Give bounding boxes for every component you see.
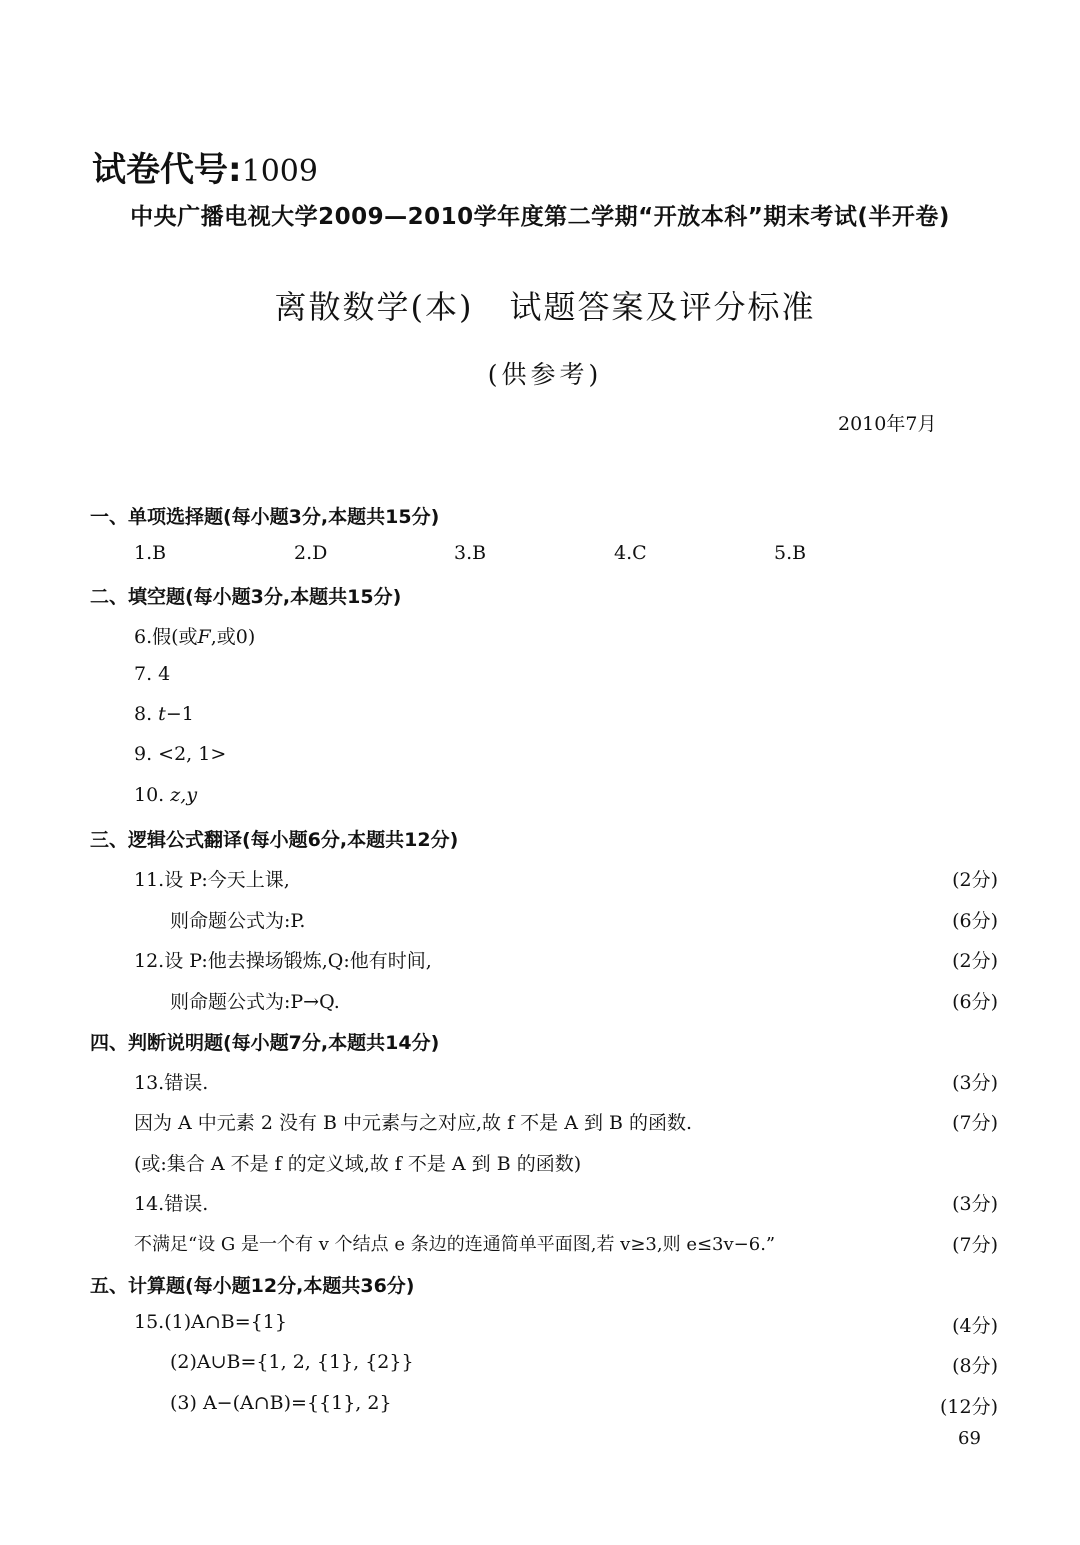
- answer-3: 3.B: [454, 542, 487, 564]
- section-2-heading: 二、填空题(每小题3分,本题共15分): [90, 586, 402, 608]
- exam-code-label: 试卷代号:: [92, 150, 242, 190]
- q15-line-2: (2)A∪B={1, 2, {1}, {2}}: [170, 1351, 414, 1373]
- q14-line-2: 不满足“设 G 是一个有 v 个结点 e 条边的连通简单平面图,若 v≥3,则 e≤3v−6.”: [134, 1234, 776, 1255]
- exam-code-number: 1009: [241, 154, 318, 189]
- section-3-heading: 三、逻辑公式翻译(每小题6分,本题共12分): [90, 829, 459, 851]
- q13-line-1: 13.错误.: [134, 1072, 209, 1094]
- q15-score-1: (4分): [952, 1315, 998, 1337]
- q11-line-1: 11.设 P:今天上课,: [134, 869, 290, 891]
- section-1-heading: 一、单项选择题(每小题3分,本题共15分): [90, 506, 440, 528]
- q11-score-2: (6分): [952, 910, 998, 932]
- q12-score-1: (2分): [952, 950, 998, 972]
- answer-8: [134, 703, 194, 725]
- q14-line-1: 14.错误.: [134, 1193, 209, 1215]
- answer-10: [134, 784, 197, 806]
- exam-date: 2010年7月: [838, 413, 937, 435]
- document-title: [0, 282, 1080, 328]
- answer-9: 9. <2, 1>: [134, 743, 227, 765]
- q13-score-1: (3分): [952, 1072, 998, 1094]
- answer-key-title: 试题答案及评分标准: [509, 288, 816, 326]
- reference-note: (供参考): [487, 360, 603, 389]
- answer-10-num: 10.: [134, 784, 171, 806]
- answer-8-var: t: [158, 703, 166, 725]
- q12-line-1: 12.设 P:他去操场锻炼,Q:他有时间,: [134, 950, 432, 972]
- answer-6: [134, 622, 255, 649]
- q11-line-2: 则命题公式为:P.: [170, 910, 306, 932]
- q11-score-1: (2分): [952, 869, 998, 891]
- subject-name: 离散数学(本): [274, 288, 474, 326]
- answer-6-var: F: [197, 626, 211, 648]
- answer-6-text-b: ,或0): [210, 626, 256, 648]
- q13-line-2: 因为 A 中元素 2 没有 B 中元素与之对应,故 f 不是 A 到 B 的函数.: [134, 1112, 693, 1134]
- answer-7: 7. 4: [134, 663, 171, 685]
- answer-5: 5.B: [774, 542, 807, 564]
- exam-code: [92, 142, 318, 191]
- section-5-heading: 五、计算题(每小题12分,本题共36分): [90, 1275, 415, 1297]
- section-4-heading: 四、判断说明题(每小题7分,本题共14分): [90, 1032, 440, 1054]
- answer-10-vars: z,y: [170, 784, 198, 806]
- answer-8-rest: −1: [165, 703, 194, 725]
- answer-2: 2.D: [294, 542, 328, 564]
- q14-score-2: (7分): [952, 1234, 998, 1256]
- page-number: 69: [958, 1428, 981, 1449]
- q12-score-2: (6分): [952, 991, 998, 1013]
- q15-line-1: 15.(1)A∩B={1}: [134, 1311, 287, 1333]
- exam-title: 中央广播电视大学2009—2010学年度第二学期“开放本科”期末考试(半开卷): [130, 204, 950, 230]
- q13-score-2: (7分): [952, 1112, 998, 1134]
- q12-line-2: 则命题公式为:P→Q.: [170, 991, 340, 1013]
- q14-score-1: (3分): [952, 1193, 998, 1215]
- answer-8-num: 8.: [134, 703, 159, 725]
- answer-4: 4.C: [614, 542, 647, 564]
- q15-score-2: (8分): [952, 1355, 998, 1377]
- q13-line-3: (或:集合 A 不是 f 的定义域,故 f 不是 A 到 B 的函数): [134, 1153, 582, 1175]
- q15-line-3: (3) A−(A∩B)={{1}, 2}: [170, 1392, 392, 1414]
- answer-6-text-a: 6.假(或: [134, 626, 198, 648]
- q15-score-3: (12分): [939, 1396, 998, 1418]
- answer-1: 1.B: [134, 542, 167, 564]
